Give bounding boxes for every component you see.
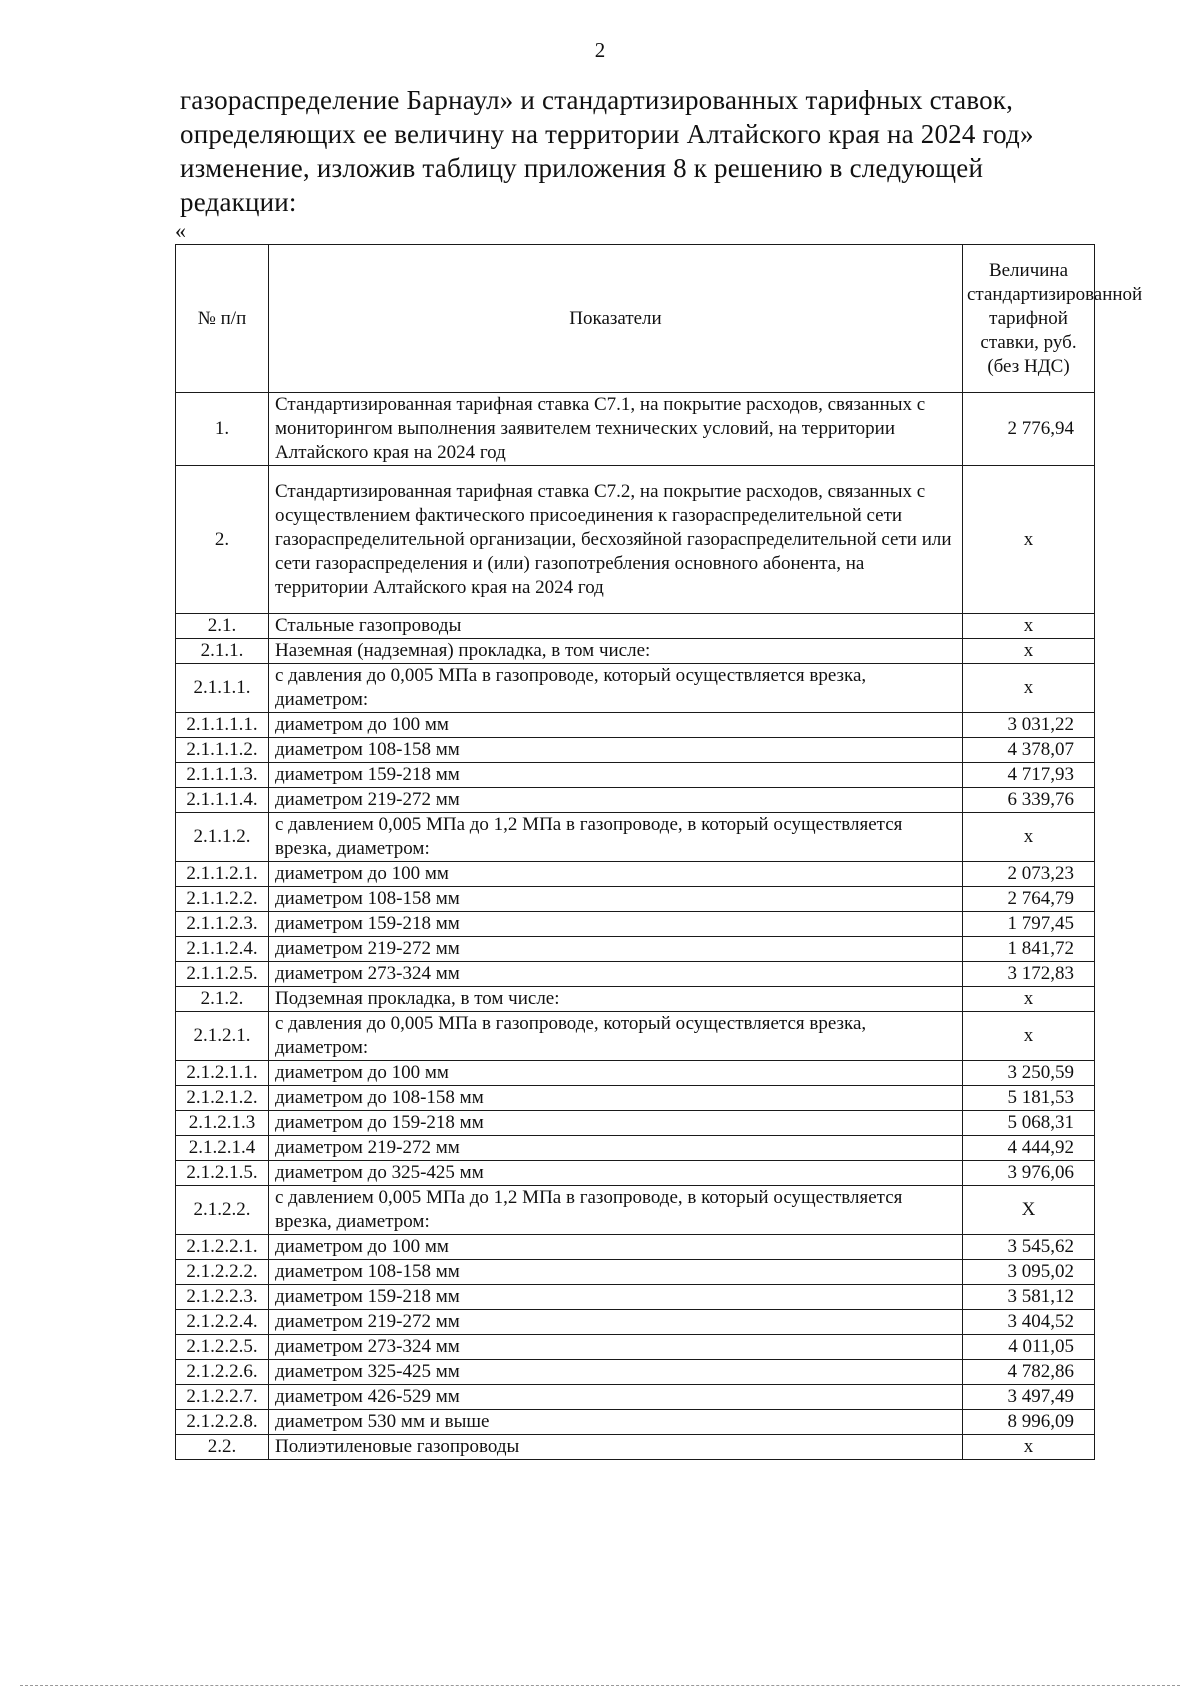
row-value: 2 776,94 [963,393,1095,466]
table-row [176,1186,1095,1235]
table-row [176,664,1095,713]
table-row [176,887,1095,912]
row-value: 2 073,23 [963,862,1095,887]
row-indicator: диаметром 108-158 мм [269,1260,963,1285]
table-body [176,393,1095,1460]
table-row [176,1161,1095,1186]
row-value: 3 404,52 [963,1310,1095,1335]
row-value: 3 095,02 [963,1260,1095,1285]
row-number: 2.1.1.1. [176,664,269,713]
row-indicator: диаметром 426-529 мм [269,1385,963,1410]
row-value: х [963,639,1095,664]
row-number: 2. [176,466,269,614]
row-indicator: диаметром до 100 мм [269,1061,963,1086]
row-indicator: диаметром 530 мм и выше [269,1410,963,1435]
table-row [176,1061,1095,1086]
row-value: 5 068,31 [963,1111,1095,1136]
row-number: 2.1.2.2.6. [176,1360,269,1385]
row-number: 2.1.1.1.1. [176,713,269,738]
table-row [176,1385,1095,1410]
intro-line: определяющих ее величину на территории Алтайского края на 2024 год» [180,119,1034,149]
row-value: 3 545,62 [963,1235,1095,1260]
row-indicator: Полиэтиленовые газопроводы [269,1435,963,1460]
row-number: 2.1.2.1.1. [176,1061,269,1086]
row-value: 8 996,09 [963,1410,1095,1435]
table-row [176,1335,1095,1360]
row-indicator: диаметром до 100 мм [269,1235,963,1260]
header-indicator: Показатели [269,245,963,393]
table-row [176,1235,1095,1260]
table-row [176,987,1095,1012]
row-number: 2.1.2.1.2. [176,1086,269,1111]
table-row [176,1012,1095,1061]
row-value: 3 497,49 [963,1385,1095,1410]
row-indicator: диаметром 219-272 мм [269,788,963,813]
row-number: 2.1.2. [176,987,269,1012]
row-number: 2.1.1.2. [176,813,269,862]
intro-line: газораспределение Барнаул» и стандартизированных тарифных ставок, [180,85,1014,115]
row-indicator: диаметром 273-324 мм [269,962,963,987]
row-value: х [963,813,1095,862]
row-number: 2.1.2.2. [176,1186,269,1235]
row-number: 2.1.2.1.3 [176,1111,269,1136]
scan-edge-line [20,1685,1180,1686]
header-num: № п/п [176,245,269,393]
row-value: х [963,987,1095,1012]
row-number: 2.1. [176,614,269,639]
row-number: 2.1.1.2.3. [176,912,269,937]
row-indicator: диаметром 159-218 мм [269,763,963,788]
table-row [176,1285,1095,1310]
row-indicator: с давления до 0,005 МПа в газопроводе, который осуществляется врезка, диаметром: [269,664,963,713]
row-indicator: Наземная (надземная) прокладка, в том числе: [269,639,963,664]
row-number: 2.1.2.2.5. [176,1335,269,1360]
row-number: 2.1.1.1.2. [176,738,269,763]
row-value: 3 581,12 [963,1285,1095,1310]
row-value: 5 181,53 [963,1086,1095,1111]
table-row [176,1136,1095,1161]
row-number: 2.1.1.1.3. [176,763,269,788]
row-value: 4 717,93 [963,763,1095,788]
row-indicator: диаметром 159-218 мм [269,912,963,937]
row-number: 2.1.1.2.5. [176,962,269,987]
table-row [176,937,1095,962]
row-value: х [963,466,1095,614]
table-row [176,1111,1095,1136]
intro-line: изменение, изложив таблицу приложения 8 к решению в следующей [180,153,984,183]
table-row [176,1086,1095,1111]
row-value: 4 444,92 [963,1136,1095,1161]
row-value: Х [963,1186,1095,1235]
row-indicator: диаметром 219-272 мм [269,1136,963,1161]
row-indicator: диаметром 159-218 мм [269,1285,963,1310]
table-row [176,912,1095,937]
table-row [176,738,1095,763]
intro-line: редакции: [180,187,297,217]
table-header-row [176,245,1095,393]
row-number: 2.1.2.2.8. [176,1410,269,1435]
row-number: 2.1.1.2.4. [176,937,269,962]
row-number: 2.1.1.1.4. [176,788,269,813]
row-indicator: диаметром 273-324 мм [269,1335,963,1360]
row-value: 1 797,45 [963,912,1095,937]
table-row [176,1410,1095,1435]
row-indicator: диаметром до 108-158 мм [269,1086,963,1111]
table-row [176,788,1095,813]
row-value: 1 841,72 [963,937,1095,962]
row-number: 2.1.1.2.2. [176,887,269,912]
row-indicator: диаметром 219-272 мм [269,937,963,962]
row-value: 4 011,05 [963,1335,1095,1360]
row-number: 2.1.2.2.7. [176,1385,269,1410]
row-indicator: с давлением 0,005 МПа до 1,2 МПа в газопроводе, в который осуществляется врезка, диаметром: [269,1186,963,1235]
table-row [176,713,1095,738]
row-indicator: с давления до 0,005 МПа в газопроводе, который осуществляется врезка, диаметром: [269,1012,963,1061]
row-value: х [963,664,1095,713]
row-value: 3 976,06 [963,1161,1095,1186]
row-value: 3 250,59 [963,1061,1095,1086]
row-indicator: диаметром 108-158 мм [269,738,963,763]
table-row [176,862,1095,887]
table-row [176,763,1095,788]
table-row [176,1310,1095,1335]
row-number: 2.2. [176,1435,269,1460]
table-row [176,466,1095,614]
table-row [176,962,1095,987]
row-indicator: диаметром до 159-218 мм [269,1111,963,1136]
row-number: 2.1.2.2.1. [176,1235,269,1260]
table-row [176,1360,1095,1385]
row-number: 1. [176,393,269,466]
table-row [176,1260,1095,1285]
row-indicator: Подземная прокладка, в том числе: [269,987,963,1012]
row-number: 2.1.1. [176,639,269,664]
row-number: 2.1.2.2.4. [176,1310,269,1335]
table-row [176,813,1095,862]
row-value: 3 031,22 [963,713,1095,738]
row-indicator: с давлением 0,005 МПа до 1,2 МПа в газопроводе, в который осуществляется врезка, диаметром: [269,813,963,862]
row-value: 6 339,76 [963,788,1095,813]
row-value: 3 172,83 [963,962,1095,987]
row-indicator: диаметром 325-425 мм [269,1360,963,1385]
page-number: 2 [594,38,606,62]
row-value: х [963,1012,1095,1061]
row-value: х [963,614,1095,639]
row-number: 2.1.2.2.3. [176,1285,269,1310]
tariff-table [175,244,1143,1460]
table-row [176,1435,1095,1460]
opening-quote: « [175,218,186,243]
table-row [176,393,1095,466]
row-number: 2.1.2.1.5. [176,1161,269,1186]
table-row [176,639,1095,664]
row-indicator: Стандартизированная тарифная ставка С7.1, на покрытие расходов, связанных с мониторингом выполнения заявителем технических условий, на территории Алтайского края на 2024 год [269,393,963,466]
row-number: 2.1.1.2.1. [176,862,269,887]
row-indicator: диаметром 219-272 мм [269,1310,963,1335]
row-indicator: Стальные газопроводы [269,614,963,639]
row-indicator: диаметром до 100 мм [269,862,963,887]
row-indicator: диаметром до 325-425 мм [269,1161,963,1186]
row-value: 4 378,07 [963,738,1095,763]
intro-paragraph [180,83,1132,219]
row-indicator: Стандартизированная тарифная ставка С7.2, на покрытие расходов, связанных с осуществлением фактического присоединения к газораспределительной сети газораспределительной организации, бесхозяйной газораспределительной сети или сети газораспределения и (или) газопотребления основного абонента, на территории Алтайского края на 2024 год [269,466,963,614]
row-number: 2.1.2.1.4 [176,1136,269,1161]
row-value: 4 782,86 [963,1360,1095,1385]
row-indicator: диаметром 108-158 мм [269,887,963,912]
table-row [176,614,1095,639]
row-number: 2.1.2.1. [176,1012,269,1061]
row-number: 2.1.2.2.2. [176,1260,269,1285]
row-value: х [963,1435,1095,1460]
row-value: 2 764,79 [963,887,1095,912]
header-value: Величина стандартизированной тарифной ставки, руб. (без НДС) [963,245,1095,393]
row-indicator: диаметром до 100 мм [269,713,963,738]
